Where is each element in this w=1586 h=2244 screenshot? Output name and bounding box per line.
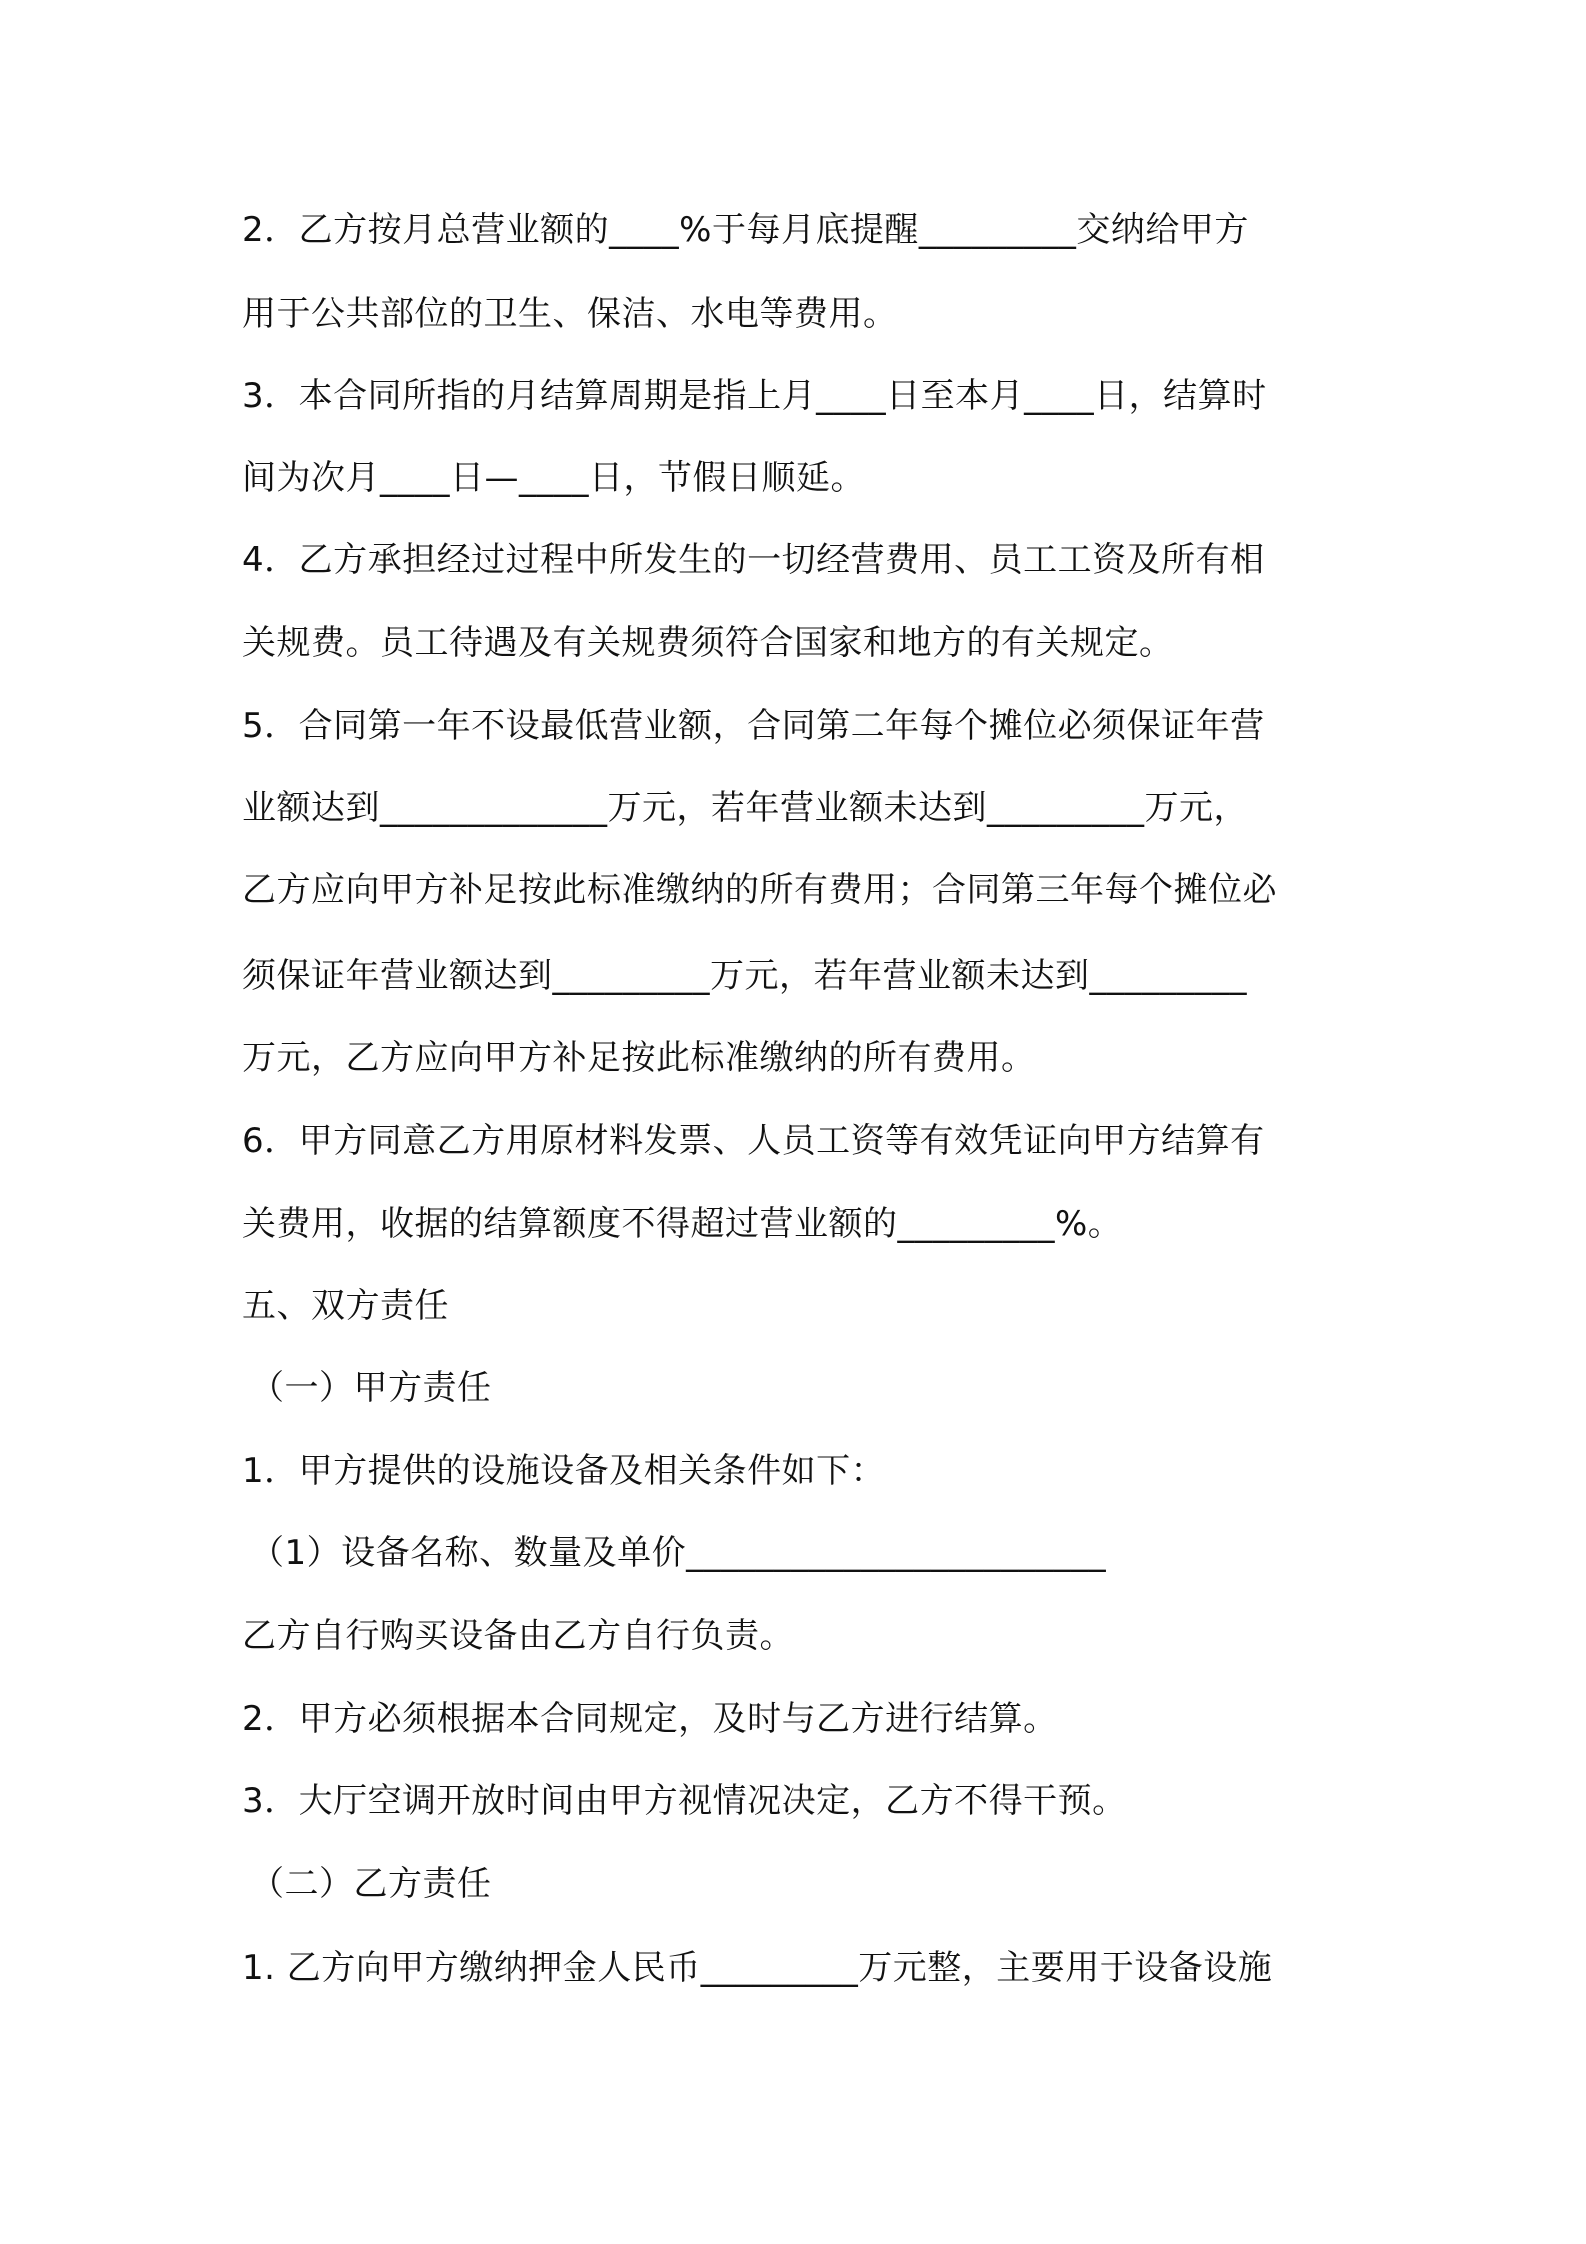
clause-4-line-1: 4．乙方承担经过过程中所发生的一切经营费用、员工工资及所有相	[242, 540, 1265, 580]
clause-3-line-2: 间为次月____日—____日，节假日顺延。	[242, 458, 865, 498]
party-a-item-3: 3．大厅空调开放时间由甲方视情况决定，乙方不得干预。	[242, 1781, 1127, 1821]
clause-3-line-1: 3．本合同所指的月结算周期是指上月____日至本月____日，结算时	[242, 376, 1267, 416]
clause-2-line-1: 2．乙方按月总营业额的____%于每月底提醒_________交纳给甲方	[242, 210, 1249, 250]
clause-5-line-2: 业额达到_____________万元，若年营业额未达到_________万元，	[242, 788, 1248, 828]
clause-5-line-4: 须保证年营业额达到_________万元，若年营业额未达到_________	[242, 956, 1247, 996]
clause-5-line-5: 万元，乙方应向甲方补足按此标准缴纳的所有费用。	[242, 1038, 1036, 1078]
clause-6-line-1: 6．甲方同意乙方用原材料发票、人员工资等有效凭证向甲方结算有	[242, 1121, 1265, 1161]
section-heading: 五、双方责任	[242, 1286, 449, 1326]
party-a-item-2: 2．甲方必须根据本合同规定，及时与乙方进行结算。	[242, 1699, 1058, 1739]
clause-6-line-2: 关费用，收据的结算额度不得超过营业额的_________%。	[242, 1204, 1123, 1244]
party-a-item-1-note: 乙方自行购买设备由乙方自行负责。	[242, 1616, 794, 1656]
clause-5-line-3: 乙方应向甲方补足按此标准缴纳的所有费用；合同第三年每个摊位必	[242, 870, 1277, 910]
clause-4-line-2: 关规费。员工待遇及有关规费须符合国家和地方的有关规定。	[242, 623, 1174, 663]
clause-5-line-1: 5．合同第一年不设最低营业额，合同第二年每个摊位必须保证年营	[242, 706, 1265, 746]
subsection-heading-party-b: （二）乙方责任	[250, 1864, 492, 1904]
subsection-heading-party-a: （一）甲方责任	[250, 1368, 492, 1408]
party-a-item-1-sub: （1）设备名称、数量及单价________________________	[250, 1533, 1107, 1573]
party-a-item-1: 1．甲方提供的设施设备及相关条件如下：	[242, 1451, 886, 1491]
clause-2-line-2: 用于公共部位的卫生、保洁、水电等费用。	[242, 294, 898, 334]
party-b-item-1: 1. 乙方向甲方缴纳押金人民币_________万元整，主要用于设备设施	[242, 1948, 1273, 1988]
